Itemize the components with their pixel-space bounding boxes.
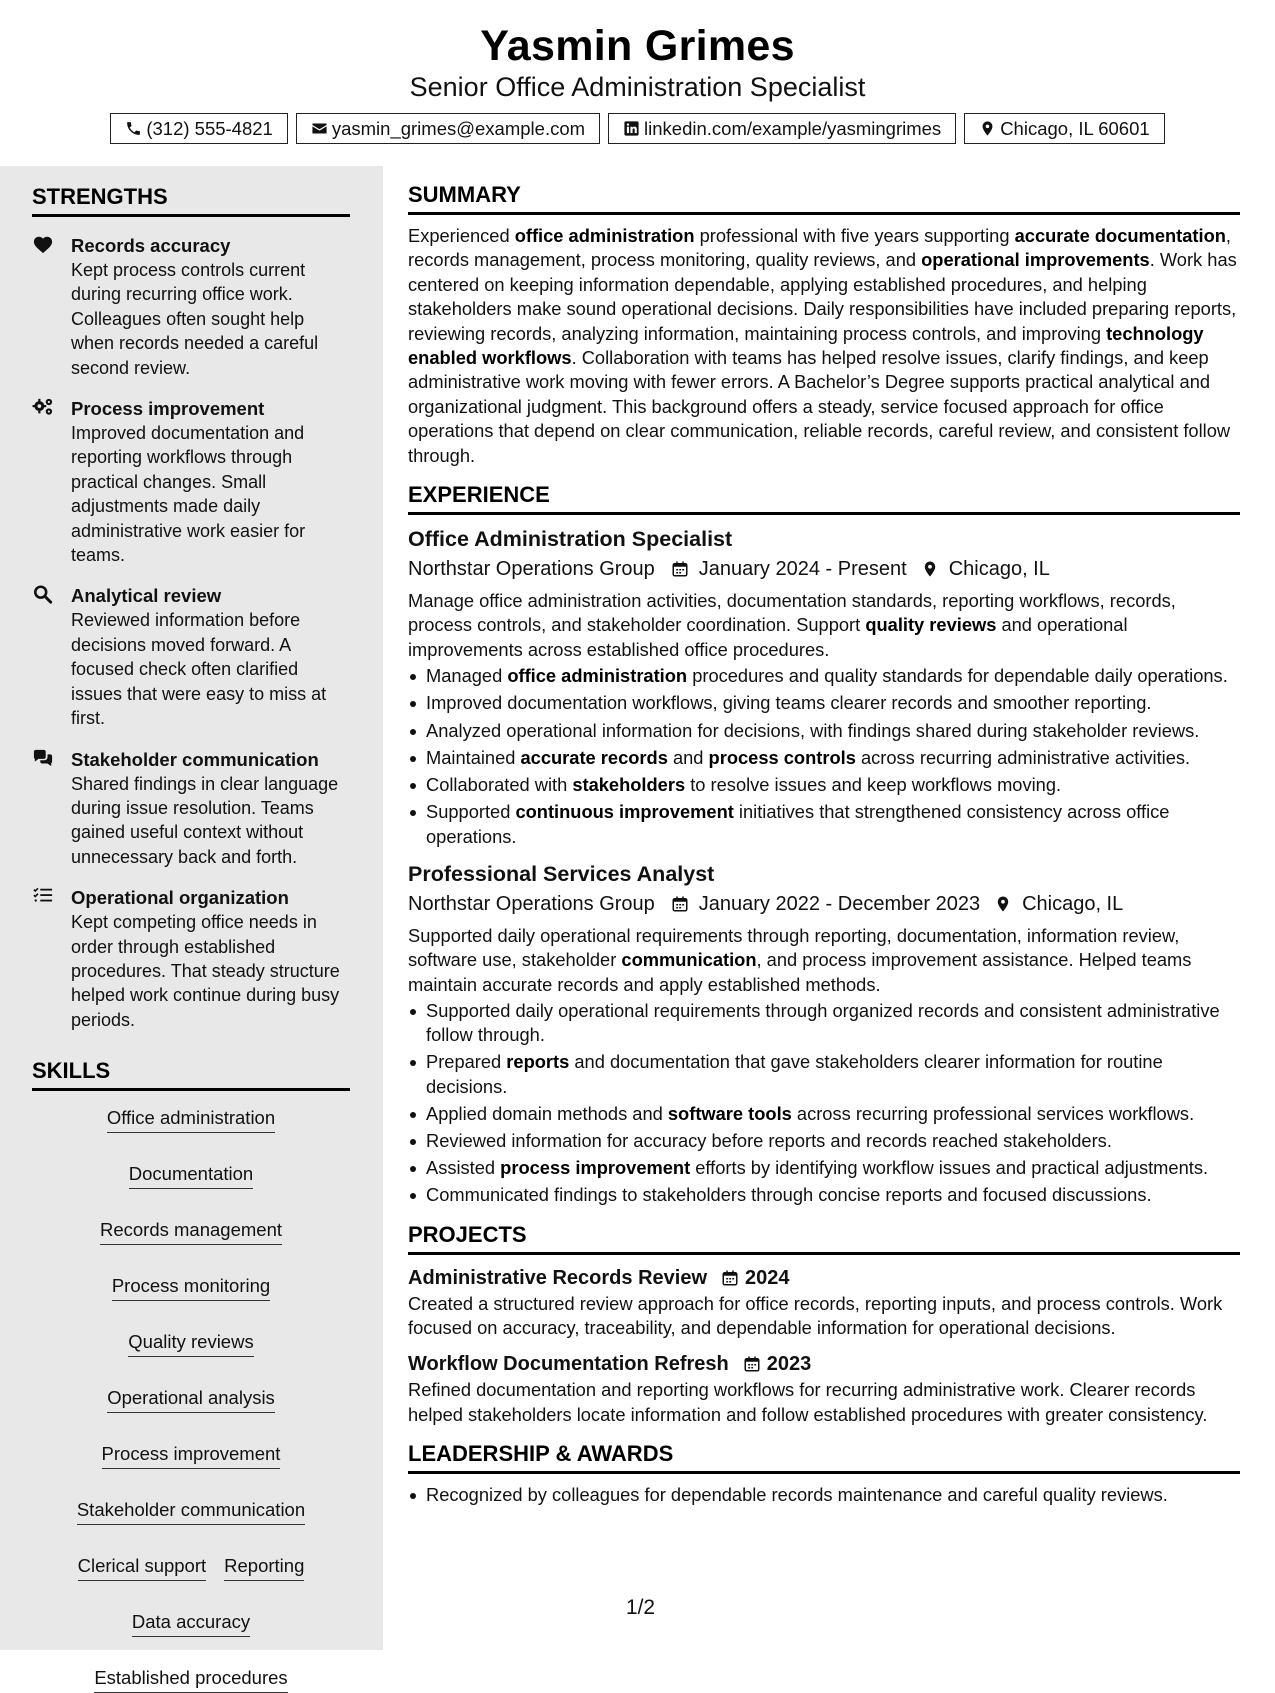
project-title-row xyxy=(408,1264,1240,1292)
strength-item xyxy=(32,885,350,1032)
contact-phone-text: (312) 555-4821 xyxy=(146,117,273,139)
projects-heading: PROJECTS xyxy=(408,1222,1240,1255)
checklist-icon xyxy=(32,886,54,906)
project-title-row xyxy=(408,1350,1240,1378)
job-summary: Supported daily operational requirements through reporting, documentation, information review, software use, stakeholder communication, and process improvement assistance. Helped teams maintain accurate records and apply established methods. xyxy=(408,924,1192,995)
skill-tag: Operational analysis xyxy=(107,1385,275,1413)
bullet-item: Improved documentation workflows, giving teams clearer records and smoother reporting. xyxy=(408,691,1240,715)
skill-tag: Stakeholder communication xyxy=(77,1497,305,1525)
linkedin-icon xyxy=(623,120,640,137)
strength-text: Improved documentation and reporting workflows through practical changes. Small adjustments made daily administrative work easier for teams. xyxy=(71,423,306,566)
strength-item xyxy=(32,583,350,730)
page-number xyxy=(0,1596,1275,1620)
strength-title: Records accuracy xyxy=(71,235,231,256)
skills-heading: SKILLS xyxy=(32,1058,350,1091)
bullet-item: Applied domain methods and software tools across recurring professional services workflows. xyxy=(408,1102,1240,1126)
bullet-item: Prepared reports and documentation that gave stakeholders clearer information for routine decisions. xyxy=(408,1050,1240,1098)
calendar-icon xyxy=(721,1269,739,1287)
experience-heading: EXPERIENCE xyxy=(408,482,1240,515)
job-entry xyxy=(408,524,1240,849)
job-dates: January 2024 - Present xyxy=(698,558,907,581)
location-pin-icon xyxy=(921,560,939,578)
location-pin-icon xyxy=(994,895,1012,913)
page-number-text: 1/2 xyxy=(625,1596,656,1619)
skill-tag: Data accuracy xyxy=(132,1609,250,1637)
project-title: Workflow Documentation Refresh xyxy=(408,1353,729,1376)
candidate-name: Yasmin Grimes xyxy=(480,22,795,70)
projects-section xyxy=(408,1222,1240,1428)
skill-tag: Process improvement xyxy=(102,1441,281,1469)
strength-item xyxy=(32,747,350,870)
skill-tag: Office administration xyxy=(107,1105,275,1133)
bullet-item: Communicated findings to stakeholders through concise reports and focused discussions. xyxy=(408,1183,1240,1207)
heart-icon xyxy=(32,234,54,254)
project-year: 2023 xyxy=(766,1353,812,1376)
project-year: 2024 xyxy=(745,1266,790,1289)
magnifier-icon xyxy=(32,584,54,604)
project-title: Administrative Records Review xyxy=(408,1266,707,1289)
contact-email[interactable] xyxy=(296,113,600,144)
skill-tag: Quality reviews xyxy=(128,1329,253,1357)
strength-title: Analytical review xyxy=(71,585,222,607)
location-pin-icon xyxy=(979,120,996,137)
job-location: Chicago, IL xyxy=(948,558,1050,581)
summary-text: Experienced office administration professional with five years supporting accurate documentation, records management, process monitoring, quality reviews, and operational improvements. Work has centered on keeping information dependable, applying established procedures, and helping stakeholders make sound operational decisions. Daily responsibilities have included preparing reports, reviewing records, analyzing information, maintaining process controls, and improving technology enabled workflows. Collaboration with teams has helped resolve issues, clarify findings, and keep administrative work moving with fewer errors. A Bachelor’s Degree supports practical analytical and organizational judgment. This background offers a steady, service focused approach for office operations that depend on clear communication, reliable records, careful review, and consistent follow through. xyxy=(408,225,1237,466)
bullet-item: Supported daily operational requirements through organized records and consistent administrative follow through. xyxy=(408,999,1240,1047)
candidate-title: Senior Office Administration Specialist xyxy=(409,72,866,102)
project-text: Created a structured review approach for office records, reporting inputs, and process controls. Work focused on accuracy, traceability, and dependable information for operational decisions. xyxy=(408,1292,1223,1338)
calendar-icon xyxy=(743,1355,761,1373)
main-column xyxy=(408,182,1240,1521)
job-location: Chicago, IL xyxy=(1022,892,1124,915)
job-dates: January 2022 - December 2023 xyxy=(698,892,981,915)
strength-title: Process improvement xyxy=(71,398,265,420)
job-bullets xyxy=(408,664,1240,848)
summary-heading: SUMMARY xyxy=(408,182,1240,215)
job-title: Office Administration Specialist xyxy=(408,527,733,552)
leadership-section xyxy=(408,1441,1240,1507)
contact-row xyxy=(0,113,1275,144)
contact-location[interactable] xyxy=(964,113,1164,144)
gears-icon xyxy=(32,397,54,417)
skill-tag: Reporting xyxy=(224,1553,304,1581)
job-summary: Manage office administration activities, documentation standards, reporting workflows, records, process controls, and stakeholder coordination. Support quality reviews and operational improvements across established office procedures. xyxy=(408,590,1176,660)
bullet-item: Analyzed operational information for decisions, with findings shared during stakeholder reviews. xyxy=(408,719,1240,743)
strength-text: Shared findings in clear language during issue resolution. Teams gained useful context without unnecessary back and forth. xyxy=(71,773,339,867)
project-entry xyxy=(408,1264,1240,1341)
job-company: Northstar Operations Group xyxy=(408,558,655,581)
resume-header xyxy=(0,0,1275,166)
strength-item xyxy=(32,233,350,380)
job-bullets xyxy=(408,999,1240,1208)
strength-text: Kept competing office needs in order through established procedures. That steady structure helped work continue during busy periods. xyxy=(71,912,340,1030)
leadership-heading: LEADERSHIP & AWARDS xyxy=(408,1441,1240,1474)
skill-tag: Documentation xyxy=(129,1161,253,1189)
skill-tag: Clerical support xyxy=(78,1553,207,1581)
bullet-item: Managed office administration procedures and quality standards for dependable daily operations. xyxy=(408,664,1240,688)
strength-text: Kept process controls current during recurring office work. Colleagues often sought help when records needed a careful second review. xyxy=(71,260,319,378)
bullet-item: Maintained accurate records and process controls across recurring administrative activities. xyxy=(408,746,1240,770)
experience-section xyxy=(408,482,1240,1207)
job-meta xyxy=(408,554,1240,584)
strengths-heading: STRENGTHS xyxy=(32,184,350,217)
strength-item xyxy=(32,396,350,567)
job-title: Professional Services Analyst xyxy=(408,861,715,886)
contact-location-text: Chicago, IL 60601 xyxy=(1000,117,1150,139)
leadership-bullet: Recognized by colleagues for dependable records maintenance and careful quality reviews. xyxy=(408,1483,1240,1507)
bullet-item: Collaborated with stakeholders to resolve issues and keep workflows moving. xyxy=(408,773,1240,797)
project-entry xyxy=(408,1350,1240,1427)
skill-tag: Records management xyxy=(100,1217,282,1245)
strength-text: Reviewed information before decisions moved forward. A focused check often clarified issues that were easy to miss at first. xyxy=(71,610,327,729)
strength-title: Stakeholder communication xyxy=(71,748,319,770)
contact-linkedin[interactable] xyxy=(608,113,956,144)
leadership-bullets xyxy=(408,1483,1240,1507)
skill-tag: Process monitoring xyxy=(112,1273,270,1301)
bullet-item: Supported continuous improvement initiatives that strengthened consistency across office operations. xyxy=(408,800,1240,848)
bullet-item: Reviewed information for accuracy before reports and records reached stakeholders. xyxy=(408,1129,1240,1153)
summary-section xyxy=(408,182,1240,468)
envelope-icon xyxy=(311,120,328,137)
phone-icon xyxy=(125,120,142,137)
contact-phone[interactable] xyxy=(110,113,288,144)
bullet-item: Assisted process improvement efforts by identifying workflow issues and practical adjustments. xyxy=(408,1156,1240,1180)
job-entry xyxy=(408,859,1240,1208)
strength-title: Operational organization xyxy=(71,887,289,909)
job-meta xyxy=(408,889,1240,919)
job-company: Northstar Operations Group xyxy=(408,892,655,915)
chat-bubbles-icon xyxy=(32,748,54,768)
skill-tag: Established procedures xyxy=(94,1665,287,1693)
calendar-icon xyxy=(671,895,689,913)
sidebar xyxy=(0,166,383,1689)
contact-email-text: yasmin_grimes@example.com xyxy=(331,117,586,139)
calendar-icon xyxy=(671,560,689,578)
contact-linkedin-text: linkedin.com/example/yasmingrimes xyxy=(644,117,942,139)
project-text: Refined documentation and reporting workflows for recurring administrative work. Clearer records helped stakeholders locate information and follow established procedures with greater consistency. xyxy=(408,1379,1208,1425)
